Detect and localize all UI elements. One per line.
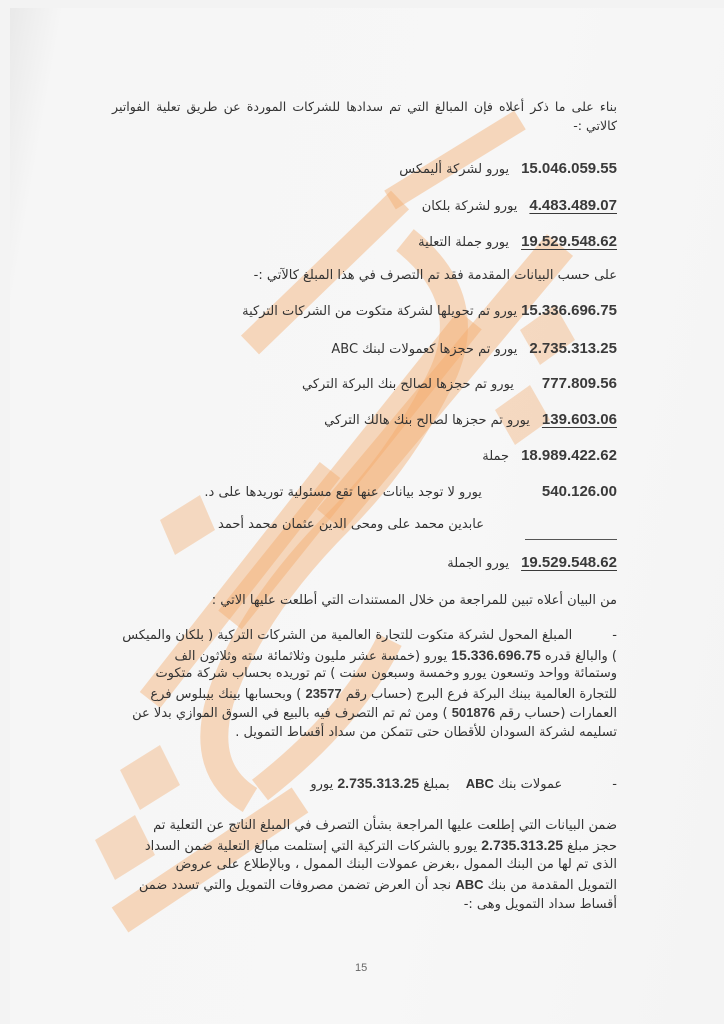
item-label: يورو تم حجزها لصالح بنك البركة التركي (301, 377, 514, 392)
finding-1-line-2: ) والبالغ قدره 15.336.696.75 يورو (خمسة عشر مليون وثلاثمائة سته وثلاثون الف (174, 647, 617, 664)
amount: 19.529.548.62 (521, 554, 617, 571)
amount: 2.735.313.25 (337, 775, 420, 791)
disposal-subtotal (482, 447, 617, 464)
responsible-names: عابدين محمد على ومحى الدين عثمان محمد أحمد (218, 517, 484, 532)
amount: 2.735.313.25 (529, 340, 617, 357)
item-label: يورو جملة التعلية (418, 235, 510, 250)
item-label: يورو لشركة أليمكس (399, 162, 510, 177)
item-label: يورو لشركة بلكان (421, 199, 518, 214)
finding-2: -عمولات بنك ABC بمبلغ 2.735.313.25 يورو (310, 775, 617, 792)
finding-1-line-1: -المبلغ المحول لشركة متكوت للتجارة العالمية من الشركات التركية ( بلكان والميكس (122, 628, 617, 643)
amount: 540.126.00 (541, 483, 617, 500)
grand-total (447, 554, 617, 571)
bank-name: ABC (465, 776, 494, 791)
disposal-item-albaraka (302, 375, 617, 392)
bullet: - (612, 628, 617, 643)
closing-line-1: ضمن البيانات التي إطلعت عليها المراجعة بشأن التصرف في المبلغ الناتج عن التعلية تم (153, 818, 617, 833)
item-label: يورو لا توجد بيانات عنها تقع مسئولية توريدها على د. (204, 485, 482, 500)
amount: 15.046.059.55 (521, 160, 617, 177)
amount: 777.809.56 (541, 375, 617, 392)
closing-line-3: الذى تم لها من البنك الممول ،بغرض عمولات البنك الممول ، وبالإطلاع على عروض (175, 857, 617, 872)
intro-paragraph: بناء على ما ذكر أعلاه فإن المبالغ التي تم سدادها للشركات الموردة عن طريق تعلية الفواتير كالاتي :- (112, 99, 617, 133)
unaccounted-amount (204, 483, 617, 500)
item-label: يورو تم حجزها لصالح بنك هالك التركي (324, 413, 530, 428)
findings-heading: من البيان أعلاه تبين للمراجعة من خلال المستندات التي أطلعت عليها الاتي : (211, 593, 617, 608)
closing-line-5: أقساط سداد التمويل وهى :- (463, 897, 617, 912)
item-label: يورو الجملة (447, 556, 510, 571)
account-number: 501876 (451, 705, 496, 720)
disposal-item-metcot (242, 302, 617, 319)
disposal-item-halk (324, 411, 617, 428)
account-number: 23577 (305, 686, 342, 701)
amount: 18.989.422.62 (521, 447, 617, 464)
disposal-heading: على حسب البيانات المقدمة فقد تم التصرف في هذا المبلغ كالآتي :- (253, 268, 617, 283)
item-label: جملة (482, 449, 510, 464)
blank-underline (525, 539, 617, 540)
bank-name: ABC (455, 877, 484, 892)
finding-1-line-6: تسليمه لشركة السودان للأقطان حتى تتمكن من سداد أقساط التمويل . (235, 725, 617, 740)
closing-line-2: حجز مبلغ 2.735.313.25 يورو بالشركات التركية التي إستلمت مبالغ التعلية ضمن السداد (144, 837, 617, 854)
invoice-item-balkan (422, 197, 617, 214)
amount: 19.529.548.62 (521, 233, 617, 250)
finding-1-line-4: للتجارة العالمية ببنك البركة فرع البرج (حساب رقم 23577 ) وبحسابها بينك بيبلوس فرع (150, 686, 617, 702)
finding-1-line-3: وستمائة وواحد وتسعون يورو وخمسة وسبعون سنت ) تم توريده بحساب شركة متكوت (155, 666, 617, 681)
closing-line-4: التمويل المقدمة من بنك ABC نجد أن العرض تضمن مصروفات التمويل والتي تسدد ضمن (138, 877, 617, 893)
finding-1-line-5: العمارات (حساب رقم 501876 ) ومن ثم تم التصرف فيه بالبيع في السوق الموازي بدلا عن (132, 705, 617, 721)
item-label: يورو تم حجزها كعمولات لبنك ABC (331, 342, 518, 357)
amount: 4.483.489.07 (529, 197, 617, 214)
item-label: يورو تم تحويلها لشركة متكوت من الشركات التركية (242, 304, 518, 319)
page-number: 15 (355, 962, 368, 974)
amount: 15.336.696.75 (521, 302, 617, 319)
amount: 15.336.696.75 (451, 647, 541, 663)
amount: 2.735.313.25 (481, 837, 564, 853)
invoice-total (418, 233, 617, 250)
invoice-item-alimex (399, 160, 617, 177)
disposal-item-abc-commission (331, 340, 617, 357)
amount: 139.603.06 (541, 411, 617, 428)
bullet: - (612, 777, 617, 792)
